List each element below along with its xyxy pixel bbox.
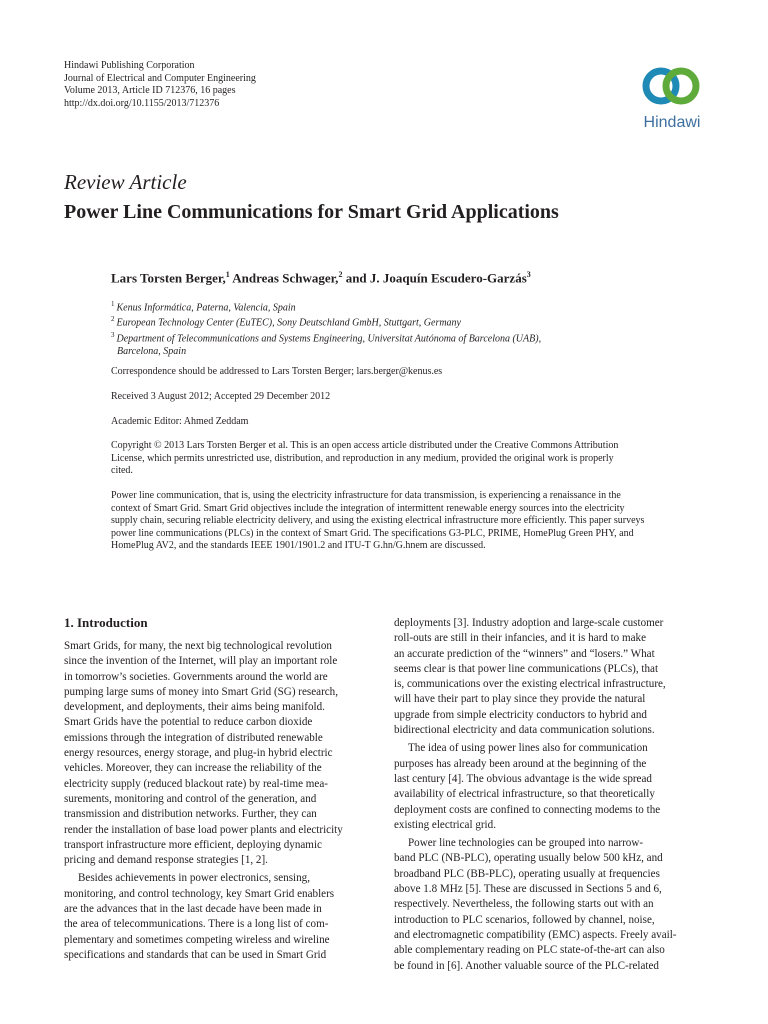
text-line: energy resources, energy storage, and plug-in hybrid electric [64,747,333,760]
affiliation: $^3$ Department of Telecommunications and Systems Engineering, Universitat Autónoma of Barcelona (UAB), Barcelona, Spain [111,331,542,357]
paper-title: Power Line Communications for Smart Grid Applications [64,201,559,223]
academic-editor: Academic Editor: Ahmed Zeddam [111,416,249,427]
author-affil-mark: 1 [225,270,230,279]
text-line: The idea of using power lines also for communication [408,742,648,755]
text-line: upgrade from simple electricity conductors to hybrid and [394,708,647,721]
text-line: bidirectional electricity and data communication solutions. [394,724,655,737]
author-affil-mark: 3 [526,270,531,279]
text-line: roll-outs are still in their infancies, and it is hard to make [394,632,647,645]
text-line: emissions through the integration of distributed renewable [64,731,323,744]
text-line: in tomorrow’s societies. Governments around the world are [64,670,328,683]
text-line: the area of telecommunications. There is a long list of com- [64,918,329,931]
text-line: able complementary reading on PLC state-of-the-art can also [394,944,665,957]
doi-link[interactable]: http://dx.doi.org/10.1155/2013/712376 [64,97,220,109]
text-line: be found in [6]. Another valuable source of the PLC-related [394,959,659,972]
abstract: Power line communication, that is, using the electricity infrastructure for data transmission, is experiencing a renaissance in the context of Smart Grid. Smart Grid objectives include the integration of intermittent renewable energy sources into the electricity supply chain, securing reliable electricity delivery, and using the existing electrical infrastructure more efficiently. This paper surveys power line communications (PLCs) in the context of Smart Grid. The specifications G3-PLC, PRIME, HomePlug Green PHY, and HomePlug AV2, and the standards IEEE 1901/1901.2 and ITU-T G.hn/G.hnem are discussed. [111,490,645,551]
logo-text: Hindawi [643,114,701,131]
text-line: specifications and standards that can be used in Smart Grid [64,948,327,961]
text-line: broadband PLC (BB-PLC), operating usually at frequencies [394,867,660,880]
text-line: band PLC (NB-PLC), operating usually below 500 kHz, and [394,852,663,865]
text-line: vehicles. Moreover, they can increase the reliability of the [64,762,322,775]
text-line: pricing and demand response strategies [1, 2]. [64,854,268,867]
text-line: transport infrastructure more efficient, deploying dynamic [64,838,322,851]
text-line: are the advances that in the last decade have been made in [64,903,322,916]
text-line: introduction to PLC scenarios, followed by channel, noise, [394,913,655,926]
text-line: above 1.8 MHz [5]. These are discussed in Sections 5 and 6, [394,883,662,896]
text-line: existing electrical grid. [394,818,496,831]
affiliation: $^2$ European Technology Center (EuTEC), Sony Deutschland GmbH, Stuttgart, Germany [111,315,461,329]
text-line: plementary and sometimes competing wireless and wireline [64,933,330,946]
correspondence: Correspondence should be addressed to Lars Torsten Berger; lars.berger@kenus.es [111,366,443,377]
text-line: Smart Grids, for many, the next big technological revolution [64,640,332,652]
text-line: seems clear is that power line communications (PLCs), that [394,662,659,675]
author-name: and J. Joaquín Escudero-Garzás [342,270,527,286]
text-line: Besides achievements in power electronics, sensing, [78,872,310,885]
journal-info [64,60,256,110]
text-line: monitoring, and control technology, key Smart Grid enablers [64,887,335,900]
author-list [111,270,531,286]
text-line: purposes has already been around at the beginning of the [394,757,647,770]
affiliation: $^1$ Kenus Informática, Paterna, Valencia, Spain [111,300,296,314]
text-line: pumping large sums of money into Smart Grid (SG) research, [64,685,339,698]
text-line: surements, monitoring and control of the generation, and [64,792,317,805]
author-name: Andreas Schwager, [229,270,339,286]
copyright-notice: Copyright © 2013 Lars Torsten Berger et al. This is an open access article distributed under the Creative Commons Attribution License, which permits unrestricted use, distribution, and reproduction in any medium, provided the original work is properly cited. [111,440,619,476]
text-line: is, communications over the existing electrical infrastructure, [394,678,666,691]
text-line: deployments [3]. Industry adoption and large-scale customer [394,617,664,629]
text-line: and electromagnetic compatibility (EMC) aspects. Freely avail- [394,928,677,941]
text-line: availability of electrical infrastructure, so that theoretically [394,788,655,801]
section-heading: 1. Introduction [64,615,148,630]
publisher-name: Hindawi Publishing Corporation [64,60,195,71]
text-line: an accurate prediction of the “winners” and “losers.” What [394,647,655,660]
text-line: render the installation of base load power plants and electricity [64,823,343,836]
article-type: Review Article [64,170,187,194]
text-line: last century [4]. The obvious advantage is the wide spread [394,772,652,785]
text-line: development, and deployments, their aims being manifold. [64,701,325,714]
body-column-left [64,639,377,963]
journal-name: Journal of Electrical and Computer Engineering [64,72,256,84]
text-line: electricity supply (reduced blackout rate) by real-time mea- [64,777,328,790]
author-affil-mark: 2 [338,270,343,279]
text-line: respectively. Nevertheless, the following starts out with an [394,898,654,911]
text-line: deployment costs are confined to connecting modems to the [394,803,661,816]
author-name: Lars Torsten Berger, [111,270,226,286]
text-line: will have their part to play since they provide the natural [394,693,646,706]
text-line: transmission and distribution networks. Further, they can [64,808,317,821]
text-line: since the invention of the Internet, will play an important role [64,655,338,668]
volume-info: Volume 2013, Article ID 712376, 16 pages [64,85,236,96]
text-line: Smart Grids have the potential to reduce carbon dioxide [64,716,313,729]
body-column-right [394,616,707,974]
received-dates: Received 3 August 2012; Accepted 29 December 2012 [111,391,331,402]
text-line: Power line technologies can be grouped into narrow- [408,837,644,850]
